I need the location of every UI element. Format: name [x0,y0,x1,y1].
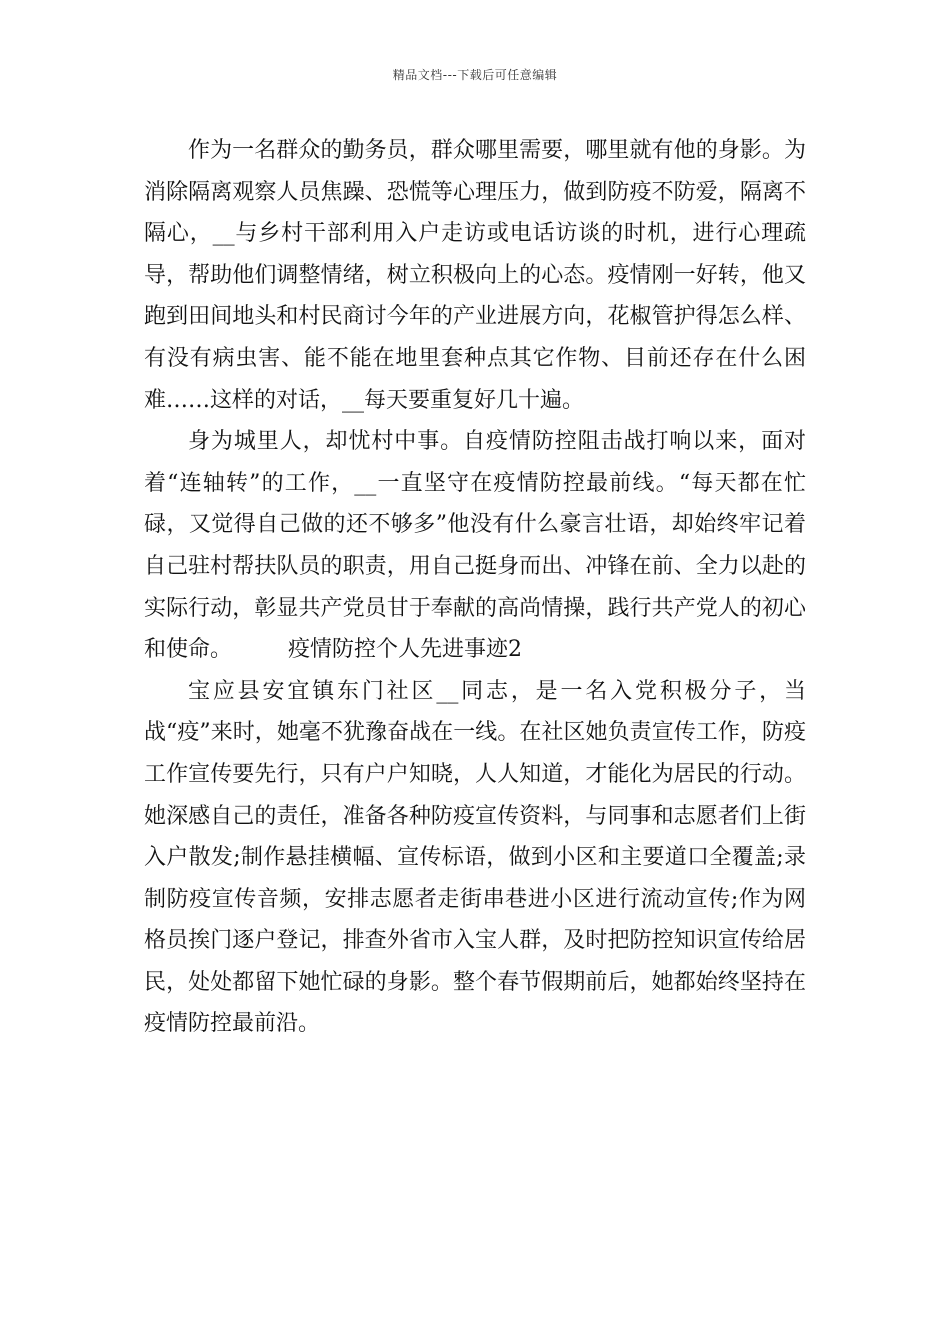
paragraph-3: 宝应县安宜镇东门社区__同志，是一名入党积极分子，当战“疫”来时，她毫不犹豫奋战在一线。在社区她负责宣传工作，防疫工作宣传要先行，只有户户知晓，人人知道，才能化为居民的行动。她深感自己的责任，准备各种防疫宣传资料，与同事和志愿者们上街入户散发;制作悬挂横幅、宣传标语，做到小区和主要道口全覆盖;录制防疫宣传音频，安排志愿者走街串巷进小区进行流动宣传;作为网格员挨门逐户登记，排查外省市入宝人群，及时把防控知识宣传给居民，处处都留下她忙碌的身影。整个春节假期前后，她都始终坚持在疫情防控最前沿。 [144,678,806,1037]
paragraph-1: 作为一名群众的勤务员，群众哪里需要，哪里就有他的身影。为消除隔离观察人员焦躁、恐慌等心理压力，做到防疫不防爱，隔离不隔心，__与乡村干部利用入户走访或电话访谈的时机，进行心理疏导，帮助他们调整情绪，树立积极向上的心态。疫情刚一好转，他又跑到田间地头和村民商讨今年的产业进展方向，花椒管护得怎么样、有没有病虫害、能不能在地里套种点其它作物、目前还存在什么困难……这样的对话，__每天要重复好几十遍。 [144,138,806,413]
paragraph-2-text: 身为城里人，却忧村中事。自疫情防控阻击战打响以来，面对着“连轴转”的工作，__一直坚守在疫情防控最前线。“每天都在忙碌，又觉得自己做的还不够多”他没有什么豪言壮语，却始终牢记着自己驻村帮扶队员的职责，用自己挺身而出、冲锋在前、全力以赴的实际行动，彰显共产党员甘于奉献的高尚情操，践行共产党人的初心和使命。 [144,429,806,663]
document-body [144,130,806,1045]
section-heading: 疫情防控个人先进事迹2 [287,637,522,663]
paragraph-2 [144,421,806,671]
page-header: 精品文档---下载后可任意编辑 [392,68,558,82]
